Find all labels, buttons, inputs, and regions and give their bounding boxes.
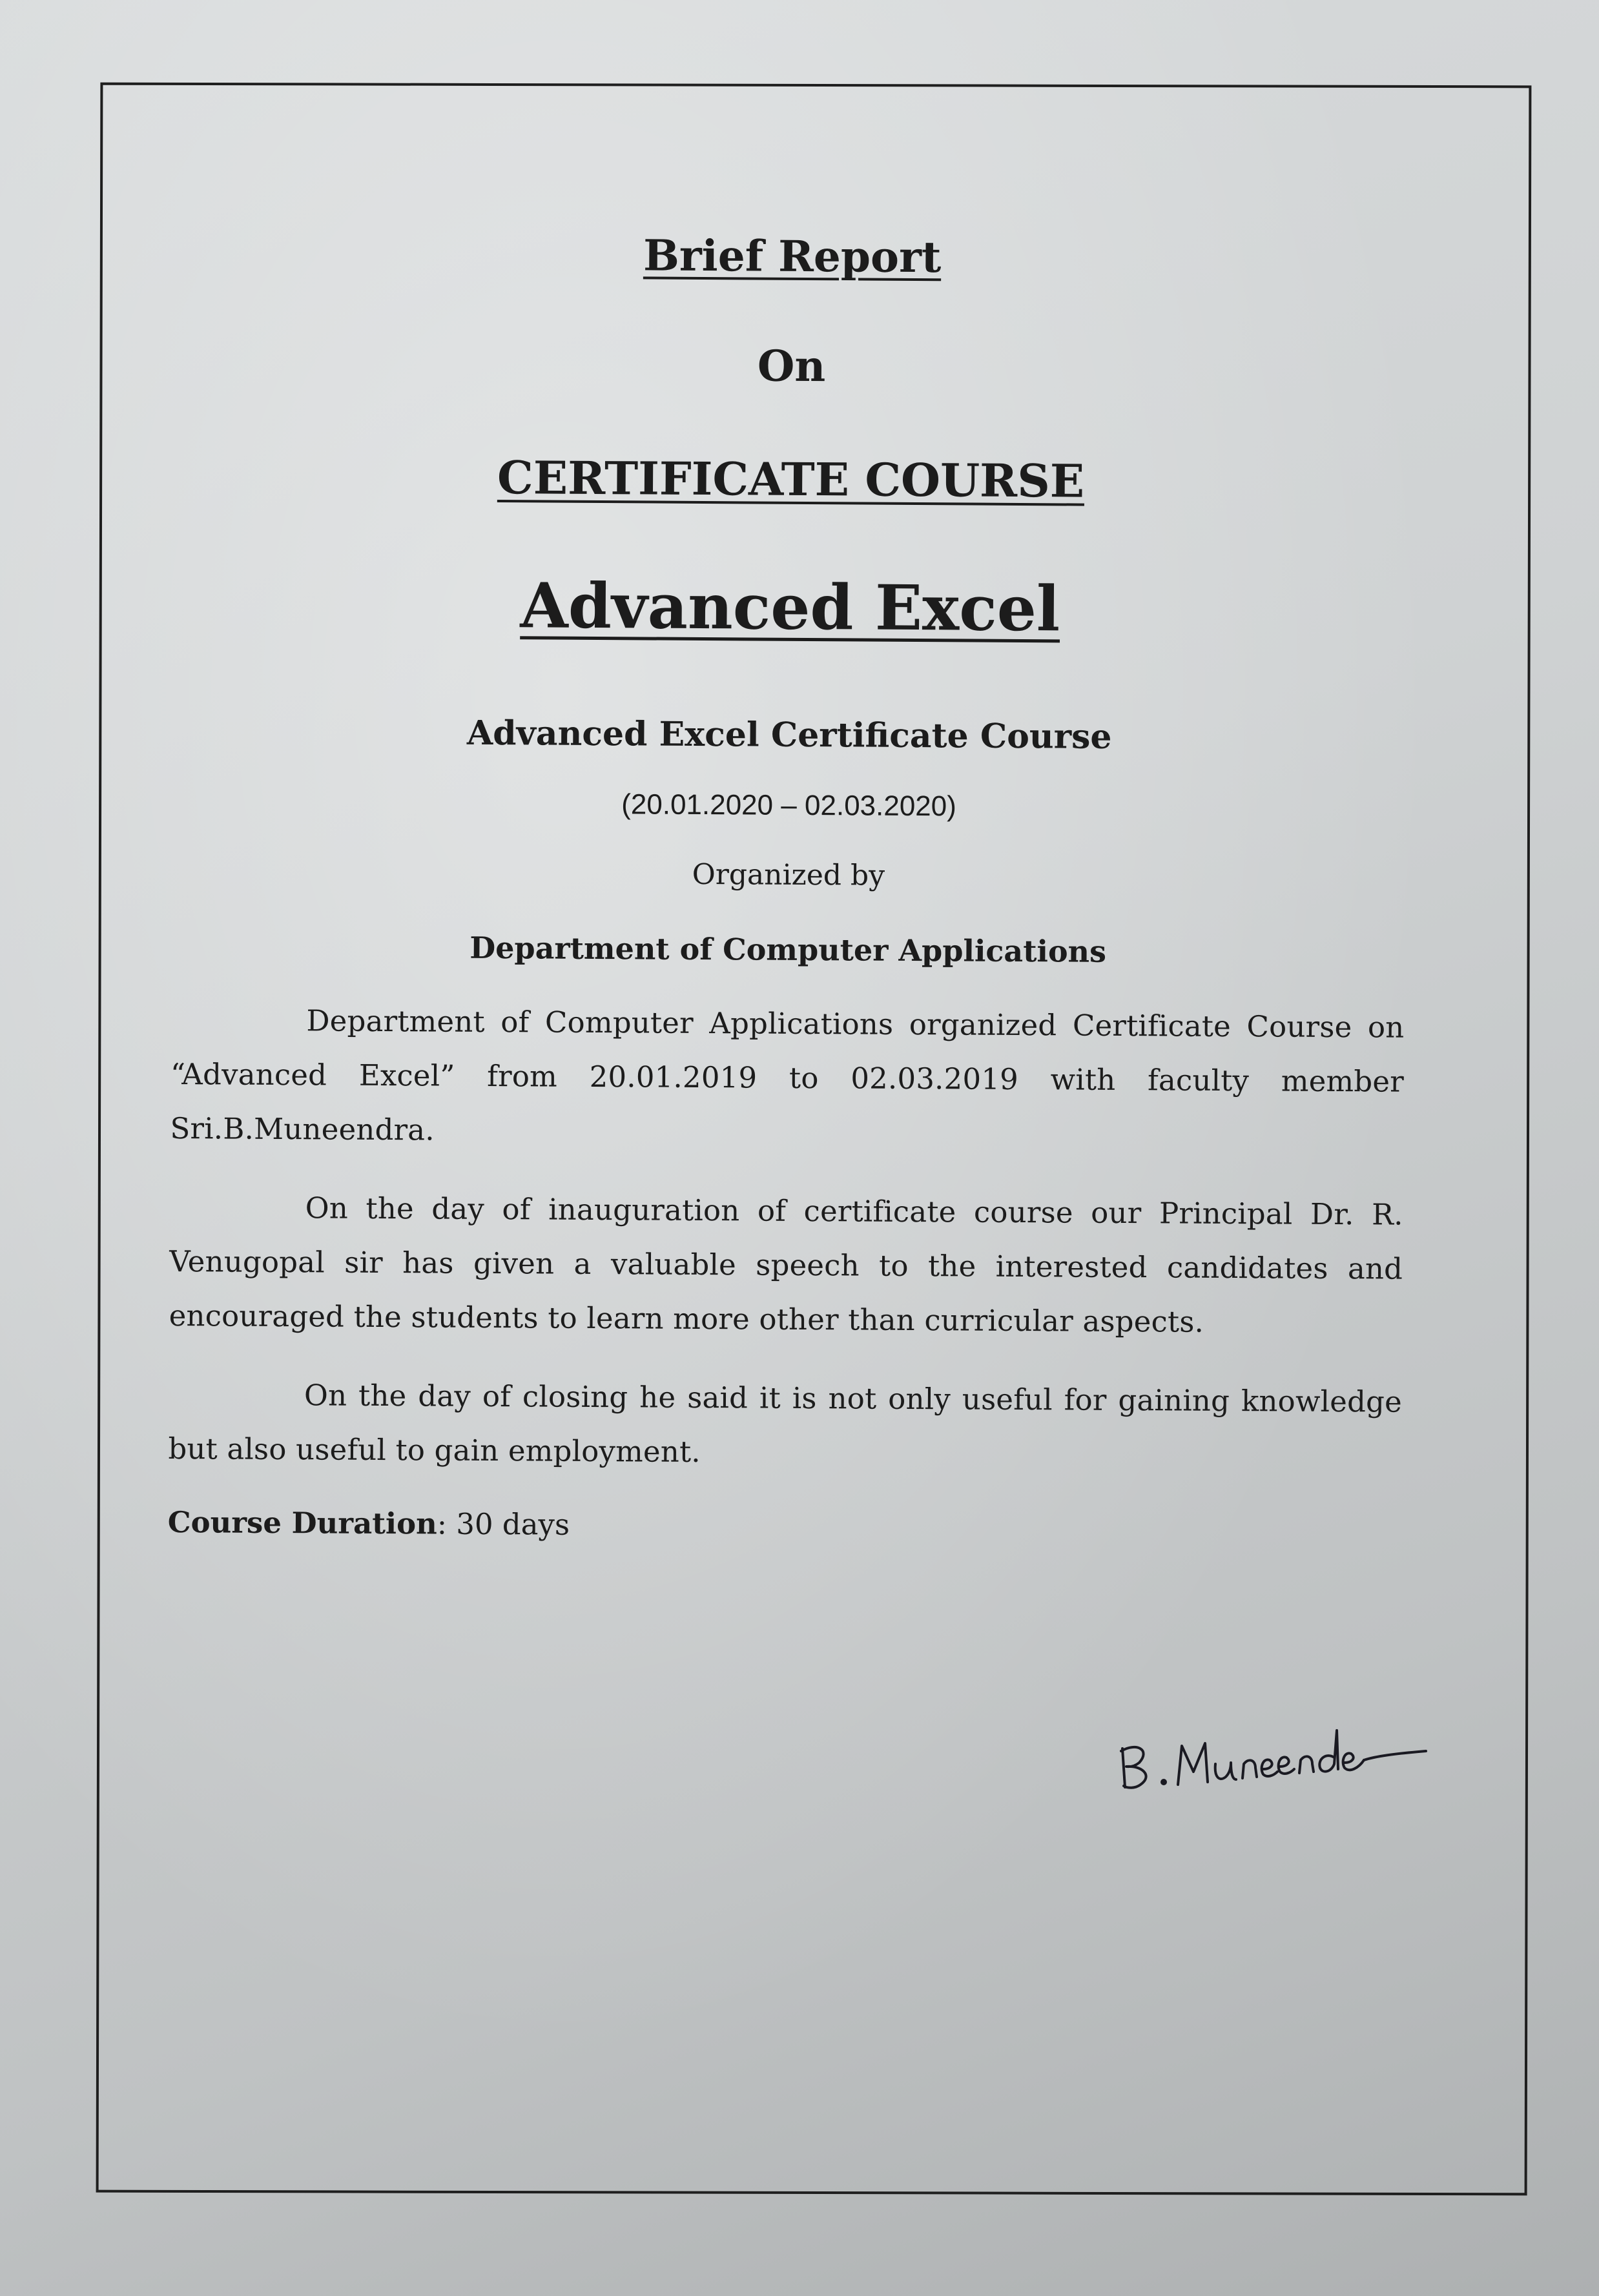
- report-content: [168, 226, 1409, 1550]
- paragraph-organization: Department of Computer Applications organized Certificate Course on “Advanced Excel” from 20.01.2019 to 02.03.2019 with faculty member Sri.B.Muneendra.: [170, 1003, 1405, 1147]
- handwritten-signature: [1111, 1717, 1434, 1801]
- report-on: On: [757, 340, 826, 392]
- paragraph-inauguration: On the day of inauguration of certificate course our Principal Dr. R. Venugopal sir has given a valuable speech to the interested candidates and encouraged the students to learn more other than curricular aspects.: [169, 1191, 1403, 1339]
- course-type-heading: CERTIFICATE COURSE: [497, 451, 1085, 508]
- course-duration-label: Course Duration: [167, 1504, 438, 1541]
- course-dates: (20.01.2020 – 02.03.2020): [621, 788, 957, 823]
- organized-by-label: Organized by: [692, 857, 885, 892]
- course-duration-value: : 30 days: [437, 1506, 570, 1542]
- course-duration: [168, 1503, 1401, 1550]
- report-title: Brief Report: [643, 230, 942, 283]
- department-name: Department of Computer Applications: [469, 930, 1107, 969]
- paragraph-closing: On the day of closing he said it is not only useful for gaining knowledge but also useful to gain employment.: [168, 1378, 1403, 1470]
- course-name-heading: Advanced Excel: [520, 569, 1060, 646]
- course-subtitle: Advanced Excel Certificate Course: [466, 713, 1112, 757]
